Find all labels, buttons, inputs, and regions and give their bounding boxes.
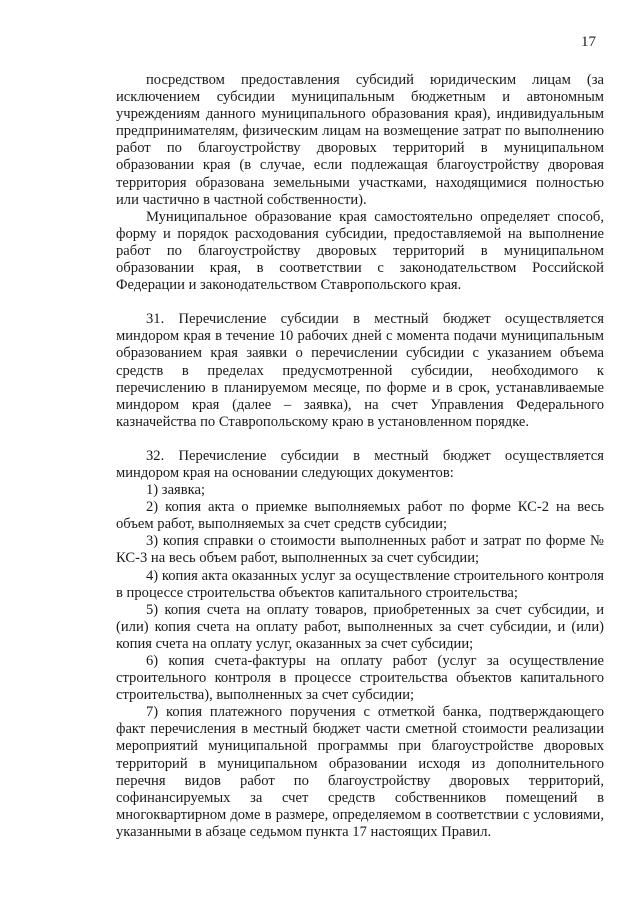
list-item: 7) копия платежного поручения с отметкой банка, подтверждающего факт перечисления в местный бюджет части сметной стоимости реализации мероприятий муниципальной программы при благоустройстве дворовых территорий в муниципальном образовании исходя из дополнительного перечня видов работ по благоустройству дворовых территорий, софинансируемых за счет средств собственников помещений в многоквартирном доме в размере, определяемом в соответствии с условиями, указанными в абзаце седьмом пункта 17 настоящих Правил. [116, 704, 604, 840]
list-item: 3) копия справки о стоимости выполненных работ и затрат по форме № КС-3 на весь объем работ, выполненных за счет субсидии; [116, 533, 604, 567]
paragraph-gap [116, 431, 604, 448]
list-item: 1) заявка; [146, 482, 206, 499]
paragraph-gap [116, 294, 604, 311]
page-number: 17 [581, 34, 596, 50]
list-item: 5) копия счета на оплату товаров, приобретенных за счет субсидии, и (или) копия счета на оплату работ, выполненных за счет субсидии, и (или) копия счета на оплату услуг, оказанных за счет субсидии; [116, 601, 604, 652]
paragraph-continuation: посредством предоставления субсидий юридическим лицам (за исключением субсидии муниципальным бюджетным и автономным учреждениям данного муниципального образования края), индивидуальным предпринимателям, физическим лицам на возмещение затрат по выполнению работ по благоустройству дворовых территорий в муниципальном образовании края (в случае, если подлежащая благоустройству дворовая территория образована земельными участками, находящимися полностью или частично в частной собственности). [116, 72, 604, 208]
paragraph: Муниципальное образование края самостоятельно определяет способ, форму и порядок расходования субсидии, предоставляемой на выполнение работ по благоустройству дворовых территорий в муниципальном образовании края, в соответствии с законодательством Российской Федерации и законодательством Ставропольского края. [116, 208, 604, 294]
paragraph-item-32: 32. Перечисление субсидии в местный бюджет осуществляется миндором края на основании следующих документов: [116, 447, 604, 481]
document-body [116, 72, 604, 841]
list-item: 4) копия акта оказанных услуг за осуществление строительного контроля в процессе строительства объектов капитального строительства; [116, 567, 604, 601]
list-item: 2) копия акта о приемке выполняемых работ по форме КС-2 на весь объем работ, выполняемых за счет средств субсидии; [116, 499, 604, 533]
list-item: 6) копия счета-фактуры на оплату работ (услуг за осуществление строительного контроля в процессе строительства объектов капитального строительства), выполненных за счет субсидии; [116, 653, 604, 704]
paragraph-item-31: 31. Перечисление субсидии в местный бюджет осуществляется миндором края в течение 10 рабочих дней с момента подачи муниципальным образованием края заявки о перечислении субсидии с указанием объема средств в пределах предусмотренной субсидии, необходимого к перечислению в планируемом месяце, по форме и в срок, устанавливаемые миндором края (далее – заявка), на счет Управления Федерального казначейства по Ставропольскому краю в установленном порядке. [116, 311, 604, 430]
